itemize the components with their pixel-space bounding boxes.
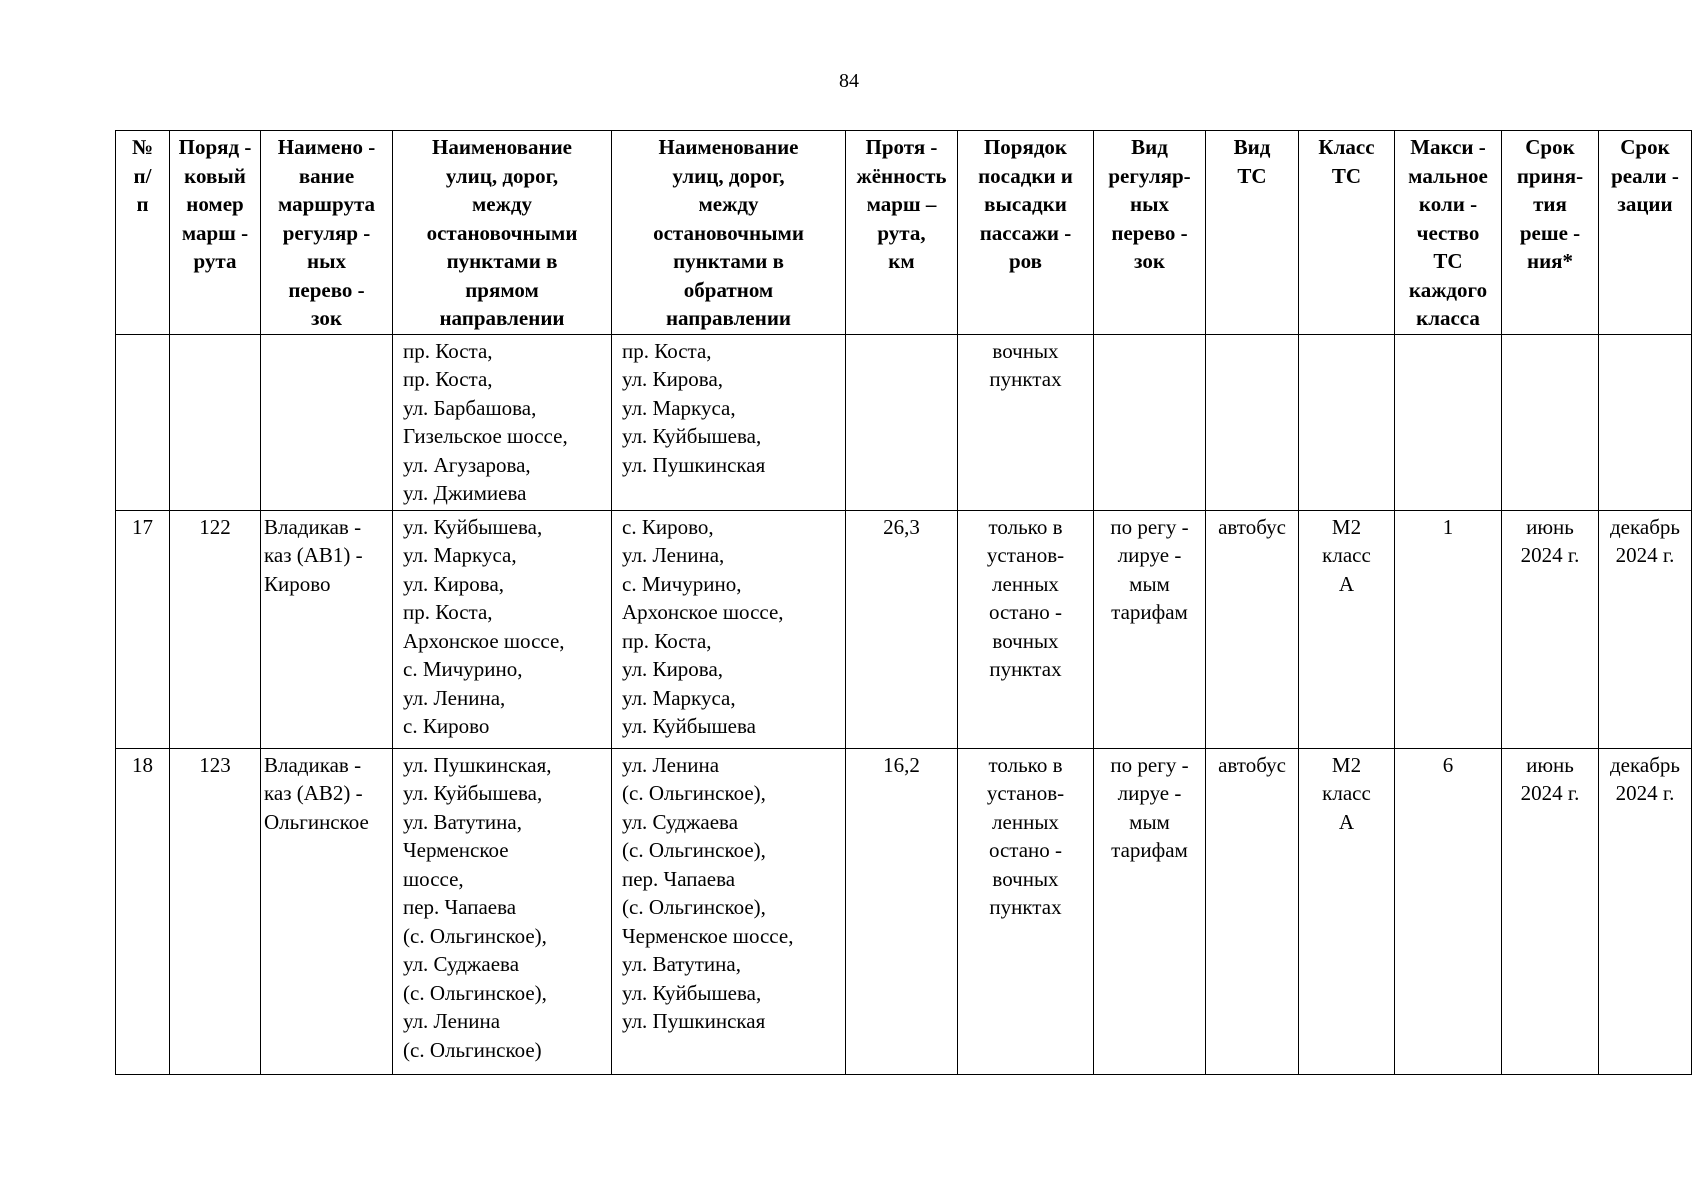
cell-transport-type: по регу - лируе - мым тарифам <box>1094 748 1206 1074</box>
routes-table <box>115 130 1692 1075</box>
cell-vehicle-class: М2 класс А <box>1299 510 1395 748</box>
cell-length: 16,2 <box>846 748 958 1074</box>
header-boarding-order: Порядок посадки и высадки пассажи - ров <box>958 131 1094 335</box>
header-num: № п/ п <box>116 131 170 335</box>
cell-vehicle-type <box>1206 334 1299 510</box>
cell-transport-type <box>1094 334 1206 510</box>
cell-boarding-order: только в установ- ленных остано - вочных пунктах <box>958 748 1094 1074</box>
cell-decision-date: июнь 2024 г. <box>1502 748 1599 1074</box>
cell-decision-date: июнь 2024 г. <box>1502 510 1599 748</box>
header-vehicle-type: Вид ТС <box>1206 131 1299 335</box>
cell-length <box>846 334 958 510</box>
table-row <box>116 510 1692 748</box>
cell-vehicle-type: автобус <box>1206 510 1299 748</box>
cell-boarding-order: только в установ- ленных остано - вочных пунктах <box>958 510 1094 748</box>
cell-num: 18 <box>116 748 170 1074</box>
cell-vehicle-class <box>1299 334 1395 510</box>
table-row <box>116 334 1692 510</box>
cell-reverse-streets: пр. Коста, ул. Кирова, ул. Маркуса, ул. Куйбышева, ул. Пушкинская <box>612 334 846 510</box>
cell-vehicle-class: М2 класс А <box>1299 748 1395 1074</box>
cell-route-number <box>170 334 261 510</box>
cell-forward-streets: ул. Пушкинская, ул. Куйбышева, ул. Ватутина, Черменское шоссе, пер. Чапаева (с. Ольгинское), ул. Суджаева (с. Ольгинское), ул. Ленина (с. Ольгинское) <box>393 748 612 1074</box>
header-decision-date: Срок приня- тия реше - ния* <box>1502 131 1599 335</box>
cell-boarding-order: вочных пунктах <box>958 334 1094 510</box>
cell-max-count: 6 <box>1395 748 1502 1074</box>
page-number: 84 <box>839 70 859 92</box>
header-implementation-date: Срок реали - зации <box>1599 131 1692 335</box>
cell-reverse-streets: ул. Ленина (с. Ольгинское), ул. Суджаева (с. Ольгинское), пер. Чапаева (с. Ольгинское), Черменское шоссе, ул. Ватутина, ул. Куйбышева, ул. Пушкинская <box>612 748 846 1074</box>
cell-implementation-date: декабрь 2024 г. <box>1599 748 1692 1074</box>
header-length: Протя - жённость марш – рута, км <box>846 131 958 335</box>
cell-max-count: 1 <box>1395 510 1502 748</box>
cell-vehicle-type: автобус <box>1206 748 1299 1074</box>
cell-reverse-streets: с. Кирово, ул. Ленина, с. Мичурино, Архонское шоссе, пр. Коста, ул. Кирова, ул. Маркуса, ул. Куйбышева <box>612 510 846 748</box>
cell-implementation-date <box>1599 334 1692 510</box>
header-route-number: Поряд - ковый номер марш - рута <box>170 131 261 335</box>
cell-route-name <box>261 334 393 510</box>
cell-transport-type: по регу - лируе - мым тарифам <box>1094 510 1206 748</box>
header-transport-type: Вид регуляр- ных перево - зок <box>1094 131 1206 335</box>
table-row <box>116 748 1692 1074</box>
cell-num <box>116 334 170 510</box>
cell-decision-date <box>1502 334 1599 510</box>
cell-num: 17 <box>116 510 170 748</box>
cell-forward-streets: пр. Коста, пр. Коста, ул. Барбашова, Гизельское шоссе, ул. Агузарова, ул. Джимиева <box>393 334 612 510</box>
cell-route-number: 123 <box>170 748 261 1074</box>
cell-route-name: Владикав - каз (АВ2) - Ольгинское <box>261 748 393 1074</box>
header-max-count: Макси - мальное коли - чество ТС каждого класса <box>1395 131 1502 335</box>
header-route-name: Наимено - вание маршрута регуляр - ных перево - зок <box>261 131 393 335</box>
header-row <box>116 131 1692 335</box>
cell-forward-streets: ул. Куйбышева, ул. Маркуса, ул. Кирова, пр. Коста, Архонское шоссе, с. Мичурино, ул. Ленина, с. Кирово <box>393 510 612 748</box>
cell-implementation-date: декабрь 2024 г. <box>1599 510 1692 748</box>
cell-length: 26,3 <box>846 510 958 748</box>
cell-max-count <box>1395 334 1502 510</box>
cell-route-number: 122 <box>170 510 261 748</box>
header-vehicle-class: Класс ТС <box>1299 131 1395 335</box>
header-forward-streets: Наименование улиц, дорог, между остановочными пунктами в прямом направлении <box>393 131 612 335</box>
header-reverse-streets: Наименование улиц, дорог, между остановочными пунктами в обратном направлении <box>612 131 846 335</box>
cell-route-name: Владикав - каз (АВ1) - Кирово <box>261 510 393 748</box>
